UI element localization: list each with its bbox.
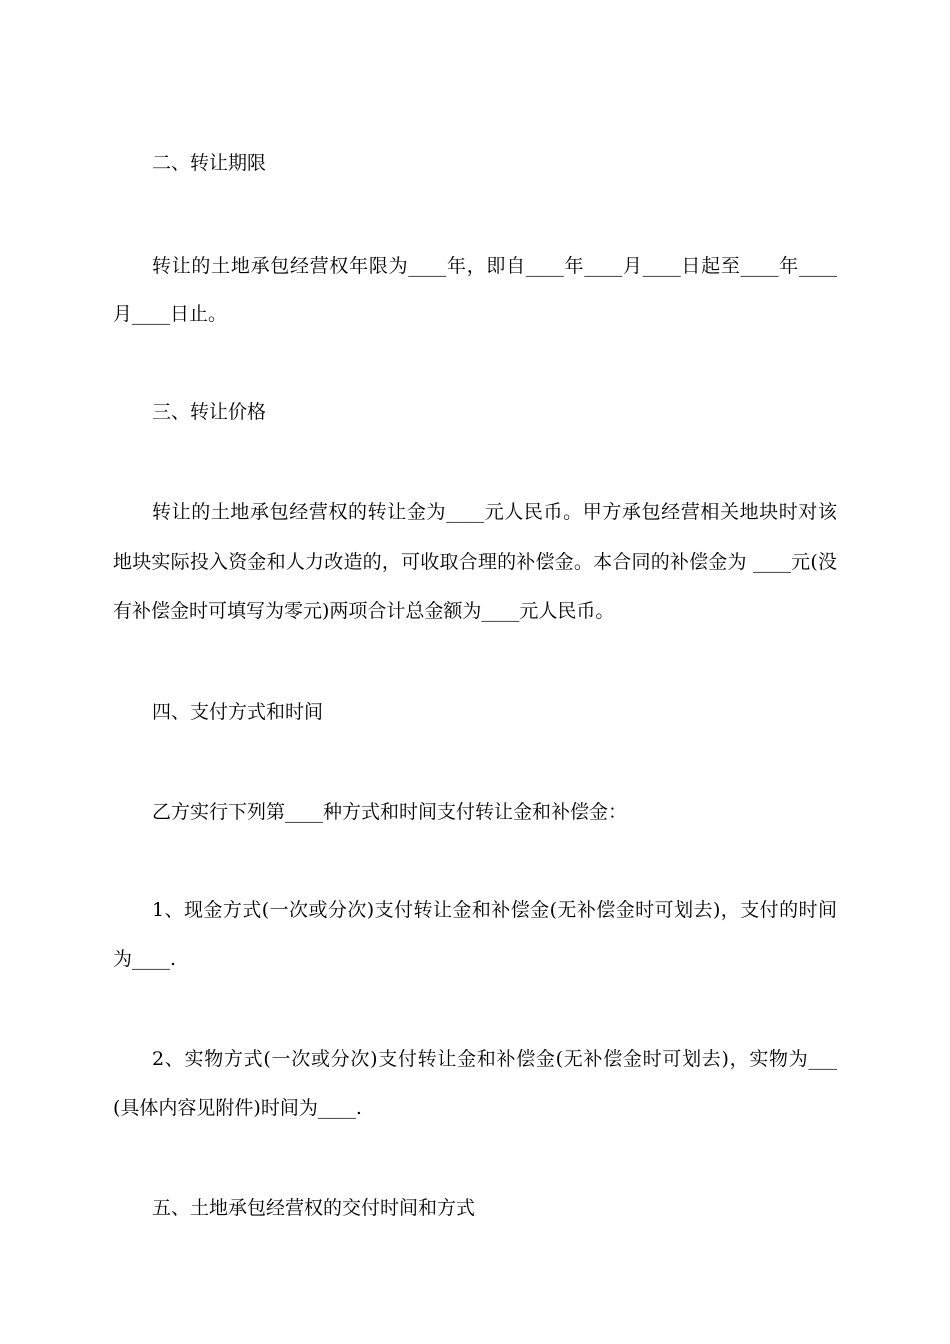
payment-option-2-line-2: (具体内容见附件)时间为____. [113,1097,362,1119]
paragraph-term-line-1: 转让的土地承包经营权年限为____年，即自____年____月____日起至____年____ [152,255,837,277]
section-heading-term: 二、转让期限 [152,152,267,174]
payment-option-1-line-2: 为____. [113,948,177,970]
paragraph-term-line-2: 月____日止。 [113,303,228,325]
section-heading-price: 三、转让价格 [152,401,267,423]
paragraph-price-line-2: 地块实际投入资金和人力改造的，可收取合理的补偿金。本合同的补偿金为 ____元(没 [113,551,837,573]
payment-option-2-line-1: 2、实物方式(一次或分次)支付转让金和补偿金(无补偿金时可划去)，实物为___ [152,1048,837,1070]
paragraph-price-line-3: 有补偿金时可填写为零元)两项合计总金额为____元人民币。 [113,600,615,622]
paragraph-payment-intro: 乙方实行下列第____种方式和时间支付转让金和补偿金： [152,801,628,823]
payment-option-1-line-1: 1、现金方式(一次或分次)支付转让金和补偿金(无补偿金时可划去)，支付的时间 [152,899,837,921]
section-heading-payment: 四、支付方式和时间 [152,701,324,723]
paragraph-price-line-1: 转让的土地承包经营权的转让金为____元人民币。甲方承包经营相关地块时对该 [152,501,837,523]
section-heading-delivery: 五、土地承包经营权的交付时间和方式 [152,1197,476,1219]
